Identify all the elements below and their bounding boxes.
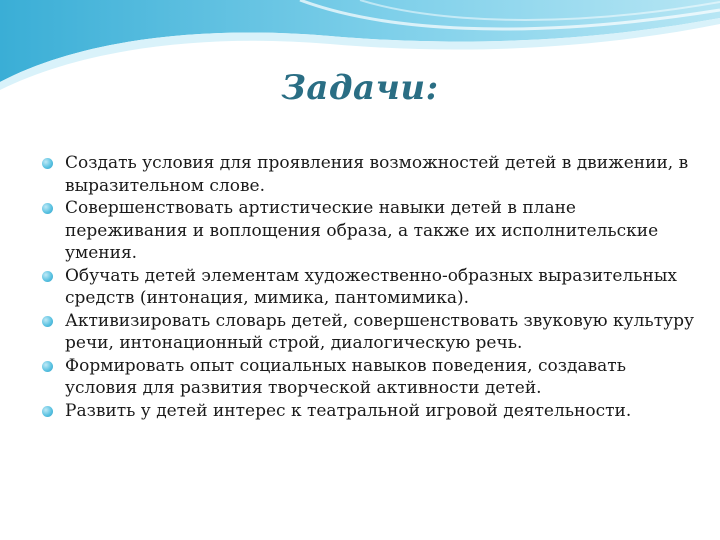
task-item — [42, 265, 702, 310]
task-text: Совершенствовать артистические навыки детей в плане переживания и воплощения образа, а также их исполнительские умения. — [65, 198, 659, 263]
task-text: Создать условия для проявления возможностей детей в движении, в выразительном слове. — [65, 153, 689, 196]
bullet-icon — [42, 316, 53, 327]
task-text: Активизировать словарь детей, совершенствовать звуковую культуру речи, интонационный строй, диалогическую речь. — [65, 310, 694, 353]
slide-title: Задачи: — [281, 68, 439, 108]
task-item — [42, 152, 702, 197]
task-item — [42, 400, 702, 423]
bullet-icon — [42, 361, 53, 372]
bullet-icon — [42, 158, 53, 169]
bullet-icon — [42, 271, 53, 282]
task-text: Развить у детей интерес к театральной игровой деятельности. — [65, 400, 632, 421]
bullet-icon — [42, 203, 53, 214]
task-item — [42, 310, 702, 355]
task-item — [42, 197, 702, 265]
task-text: Формировать опыт социальных навыков поведения, создавать условия для развития творческой активности детей. — [65, 355, 626, 398]
task-list — [42, 152, 702, 422]
task-item — [42, 355, 702, 400]
task-text: Обучать детей элементам художественно-образных выразительных средств (интонация, мимика, пантомимика). — [65, 265, 677, 308]
bullet-icon — [42, 406, 53, 417]
